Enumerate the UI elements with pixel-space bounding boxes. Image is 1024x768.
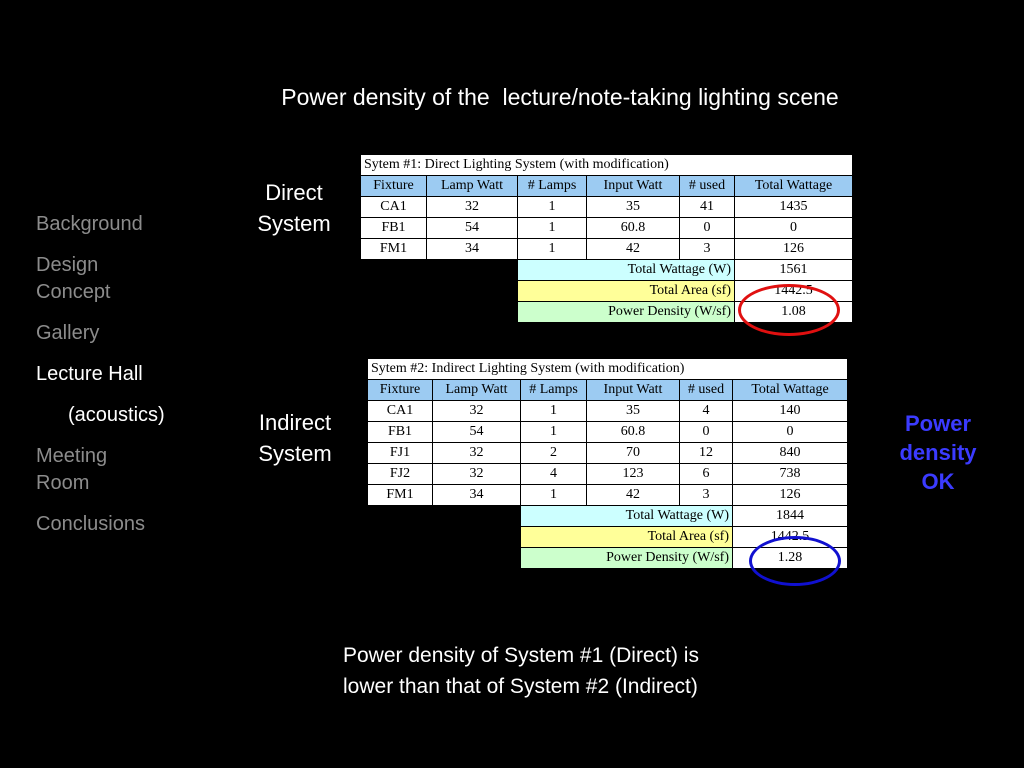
table1-header-input-watt: Input Watt xyxy=(587,176,680,197)
table1-header-total-wattage: Total Wattage xyxy=(735,176,853,197)
table1-header-lamps: # Lamps xyxy=(518,176,587,197)
nav-item-meeting-room-line1: Meeting xyxy=(36,445,108,467)
table2-header-row xyxy=(368,380,848,401)
table-cell: 32 xyxy=(433,443,521,464)
table1-power-density-label: Power Density (W/sf) xyxy=(518,302,735,323)
table-cell: 32 xyxy=(433,401,521,422)
table-row xyxy=(368,422,848,443)
direct-label-line2: System xyxy=(257,211,331,236)
table2-total-wattage-value: 1844 xyxy=(733,506,848,527)
power-density-ok-verdict xyxy=(878,409,998,496)
verdict-line1: Power xyxy=(904,411,972,436)
nav-item-meeting-room[interactable] xyxy=(36,443,216,497)
table-cell: 140 xyxy=(733,401,848,422)
table1-header-row xyxy=(361,176,853,197)
table-cell: 1 xyxy=(518,239,587,260)
table1-total-wattage-value: 1561 xyxy=(735,260,853,281)
summary-spacer xyxy=(361,260,518,281)
table2-header-used: # used xyxy=(680,380,733,401)
table2-total-wattage-label: Total Wattage (W) xyxy=(521,506,733,527)
table-cell: 32 xyxy=(433,464,521,485)
table-cell: CA1 xyxy=(368,401,433,422)
table2-header-fixture: Fixture xyxy=(368,380,433,401)
table-cell: 0 xyxy=(680,422,733,443)
direct-system-label xyxy=(244,177,344,239)
table-cell: 1 xyxy=(518,197,587,218)
table-cell: 126 xyxy=(733,485,848,506)
table-cell: 840 xyxy=(733,443,848,464)
nav-item-design-concept[interactable] xyxy=(36,252,216,306)
table-cell: 0 xyxy=(733,422,848,443)
table-cell: 42 xyxy=(587,485,680,506)
nav-item-conclusions[interactable]: Conclusions xyxy=(36,513,145,535)
conclusion-line2: lower than that of System #2 (Indirect) xyxy=(343,675,698,698)
table-cell: 60.8 xyxy=(587,218,680,239)
table2-header-lamp-watt: Lamp Watt xyxy=(433,380,521,401)
table1-total-wattage-label: Total Wattage (W) xyxy=(518,260,735,281)
direct-density-highlight-oval xyxy=(738,284,840,336)
table-cell: FM1 xyxy=(368,485,433,506)
table1-total-area-label: Total Area (sf) xyxy=(518,281,735,302)
summary-spacer xyxy=(361,302,518,323)
summary-spacer xyxy=(361,281,518,302)
table-cell: CA1 xyxy=(361,197,427,218)
table-cell: 60.8 xyxy=(587,422,680,443)
verdict-line3: OK xyxy=(921,469,955,494)
nav-item-meeting-room-line2: Room xyxy=(36,472,90,494)
table-cell: 54 xyxy=(433,422,521,443)
nav-item-acoustics[interactable]: (acoustics) xyxy=(68,404,165,426)
slide-title: Power density of the lecture/note-taking lighting scene xyxy=(281,84,839,110)
table1-header-used: # used xyxy=(680,176,735,197)
table-row xyxy=(368,443,848,464)
table-cell: 1 xyxy=(521,422,587,443)
table-cell: 4 xyxy=(521,464,587,485)
indirect-density-highlight-oval xyxy=(749,536,841,586)
table2-total-area-value: 1442.5 xyxy=(733,527,848,548)
table1-power-density-value: 1.08 xyxy=(735,302,853,323)
table-cell: 1 xyxy=(518,218,587,239)
table-cell: 3 xyxy=(680,485,733,506)
table-cell: 12 xyxy=(680,443,733,464)
table-row xyxy=(361,197,853,218)
nav-item-gallery[interactable]: Gallery xyxy=(36,322,100,344)
table-row xyxy=(361,218,853,239)
sidebar-nav xyxy=(36,211,216,552)
table-cell: 41 xyxy=(680,197,735,218)
verdict-line2: density xyxy=(899,440,977,465)
nav-item-design-concept-line1: Design xyxy=(36,254,99,276)
table1-total-area-value: 1442.5 xyxy=(735,281,853,302)
table-cell: FM1 xyxy=(361,239,427,260)
table2-power-density-value: 1.28 xyxy=(733,548,848,569)
table-cell: 738 xyxy=(733,464,848,485)
table-cell: FJ1 xyxy=(368,443,433,464)
table1-header-fixture: Fixture xyxy=(361,176,427,197)
summary-spacer xyxy=(368,506,521,527)
summary-row xyxy=(361,260,853,281)
table-cell: 0 xyxy=(680,218,735,239)
nav-item-design-concept-line2: Concept xyxy=(36,281,111,303)
table-cell: 123 xyxy=(587,464,680,485)
table2-header-total-wattage: Total Wattage xyxy=(733,380,848,401)
direct-label-line1: Direct xyxy=(265,180,323,205)
table-cell: FJ2 xyxy=(368,464,433,485)
table-cell: 34 xyxy=(427,239,518,260)
table-cell: 6 xyxy=(680,464,733,485)
indirect-system-label xyxy=(240,407,350,469)
table-cell: 4 xyxy=(680,401,733,422)
table-row xyxy=(368,464,848,485)
nav-item-background[interactable]: Background xyxy=(36,213,143,235)
table-cell: 70 xyxy=(587,443,680,464)
nav-item-lecture-hall[interactable]: Lecture Hall xyxy=(36,363,143,385)
table-cell: 1 xyxy=(521,485,587,506)
table2-power-density-label: Power Density (W/sf) xyxy=(521,548,733,569)
table-cell: 1435 xyxy=(735,197,853,218)
table-cell: 54 xyxy=(427,218,518,239)
table1-header-lamp-watt: Lamp Watt xyxy=(427,176,518,197)
table-cell: 3 xyxy=(680,239,735,260)
table-row xyxy=(368,401,848,422)
table-row xyxy=(361,239,853,260)
table-cell: 32 xyxy=(427,197,518,218)
conclusion-text xyxy=(343,640,699,702)
table-cell: 35 xyxy=(587,401,680,422)
table-row xyxy=(368,485,848,506)
conclusion-line1: Power density of System #1 (Direct) is xyxy=(343,644,699,667)
table-cell: FB1 xyxy=(368,422,433,443)
indirect-label-line2: System xyxy=(258,441,332,466)
table-cell: 2 xyxy=(521,443,587,464)
table1-caption: Sytem #1: Direct Lighting System (with modification) xyxy=(361,155,853,176)
table2-header-lamps: # Lamps xyxy=(521,380,587,401)
table-cell: 42 xyxy=(587,239,680,260)
indirect-label-line1: Indirect xyxy=(258,410,332,435)
table2-total-area-label: Total Area (sf) xyxy=(521,527,733,548)
summary-spacer xyxy=(368,548,521,569)
summary-spacer xyxy=(368,527,521,548)
summary-row xyxy=(368,506,848,527)
table2-header-input-watt: Input Watt xyxy=(587,380,680,401)
table-cell: 35 xyxy=(587,197,680,218)
table-cell: 34 xyxy=(433,485,521,506)
table-cell: 0 xyxy=(735,218,853,239)
table-cell: 1 xyxy=(521,401,587,422)
table-cell: 126 xyxy=(735,239,853,260)
table-cell: FB1 xyxy=(361,218,427,239)
table2-caption: Sytem #2: Indirect Lighting System (with modification) xyxy=(368,359,848,380)
